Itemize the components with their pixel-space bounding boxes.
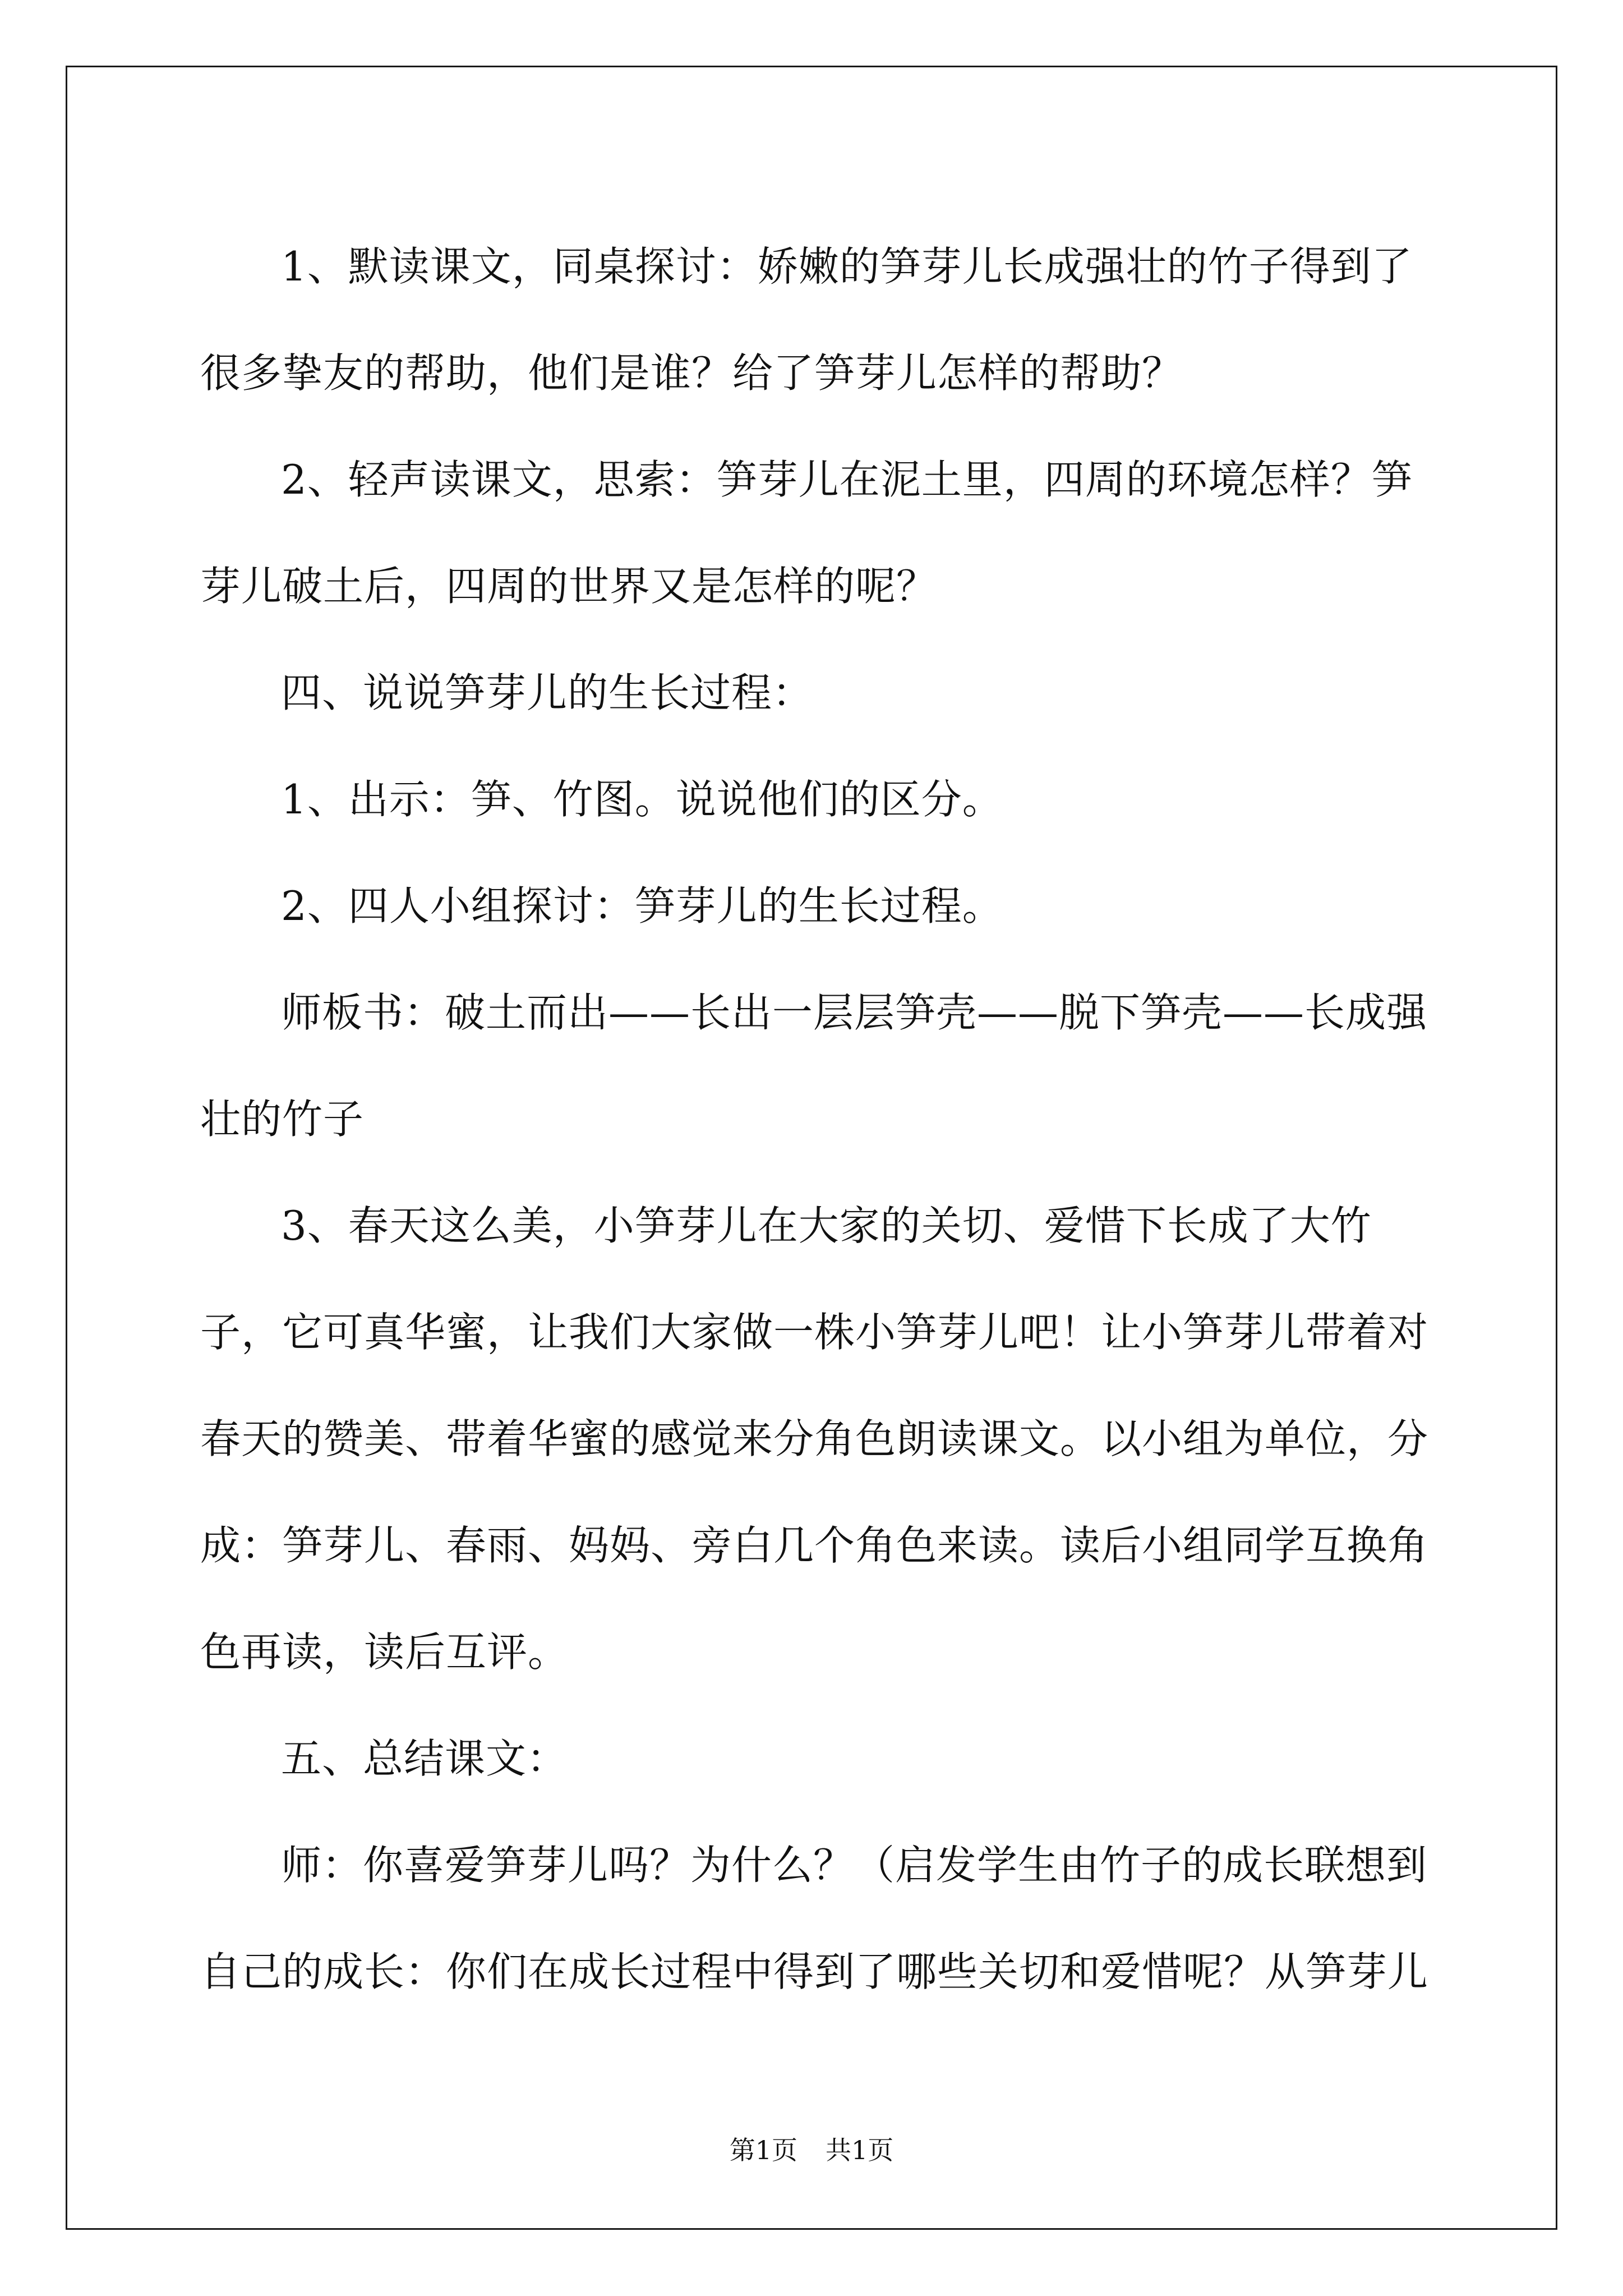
paragraph-1: 1、默读课文，同桌探讨：娇嫩的笋芽儿长成强壮的竹子得到了很多挚友的帮助，他们是谁？给了笋芽儿怎样的帮助？ bbox=[200, 243, 1413, 397]
blackboard-note: 师板书：破土而出——长出一层层笋壳——脱下笋壳——长成强壮的竹子 bbox=[200, 989, 1428, 1143]
page-total: 共1页 bbox=[826, 2135, 894, 2165]
paragraph-3: 1、出示：笋、竹图。说说他们的区分。 bbox=[281, 776, 1003, 823]
page-footer bbox=[0, 2133, 1623, 2167]
paragraph-2: 2、轻声读课文，思索：笋芽儿在泥土里，四周的环境怎样？笋芽儿破土后，四周的世界又是怎样的呢？ bbox=[200, 456, 1413, 610]
paragraph-6: 师：你喜爱笋芽儿吗？为什么？（启发学生由竹子的成长联想到自己的成长：你们在成长过程中得到了哪些关切和爱惜呢？从笋芽儿 bbox=[200, 1842, 1429, 1995]
document-body bbox=[200, 213, 1434, 2025]
page-number: 第1页 bbox=[729, 2135, 797, 2165]
paragraph-4: 2、四人小组探讨：笋芽儿的生长过程。 bbox=[281, 882, 1003, 930]
paragraph-5: 3、春天这么美，小笋芽儿在大家的关切、爱惜下长成了大竹子，它可真华蜜，让我们大家做一株小笋芽儿吧！让小笋芽儿带着对春天的赞美、带着华蜜的感觉来分角色朗读课文。以小组为单位，分成：笋芽儿、春雨、妈妈、旁白几个角色来读。读后小组同学互换角色再读，读后互评。 bbox=[200, 1202, 1429, 1676]
section-heading-5: 五、总结课文： bbox=[281, 1735, 568, 1782]
section-heading-4: 四、说说笋芽儿的生长过程： bbox=[281, 669, 814, 716]
